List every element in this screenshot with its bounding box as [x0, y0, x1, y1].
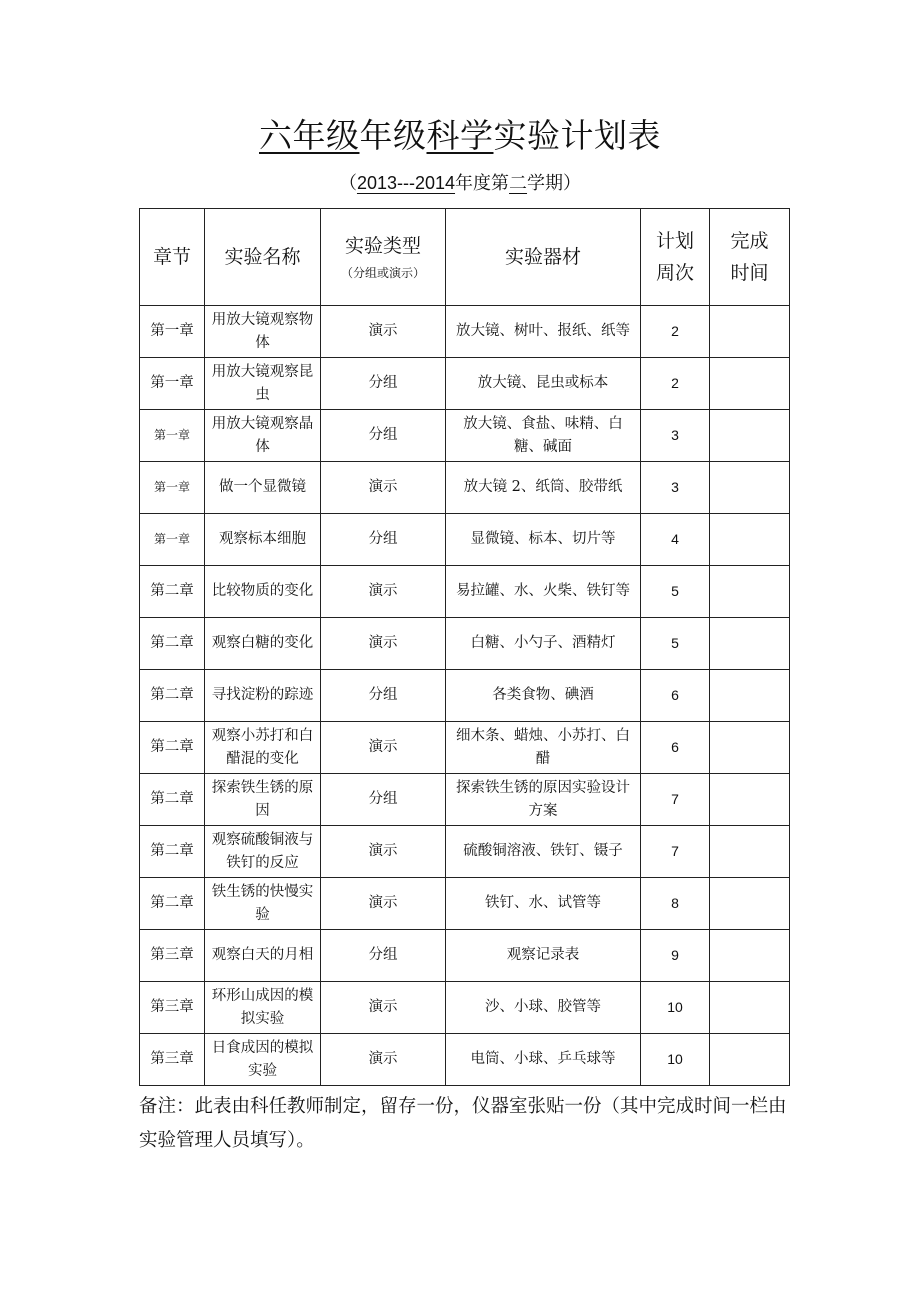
cell-done: [710, 566, 790, 618]
cell-type: 演示: [321, 982, 446, 1034]
cell-type: 演示: [321, 462, 446, 514]
cell-chapter: 第三章: [140, 1034, 205, 1086]
cell-equipment: 放大镜 2、纸筒、胶带纸: [446, 462, 641, 514]
cell-week: 5: [641, 618, 710, 670]
cell-chapter: 第一章: [140, 410, 205, 462]
cell-chapter: 第一章: [140, 514, 205, 566]
cell-week: 5: [641, 566, 710, 618]
cell-equipment: 显微镜、标本、切片等: [446, 514, 641, 566]
cell-type: 演示: [321, 878, 446, 930]
subtitle-mid: 年度第: [455, 173, 510, 194]
cell-week: 3: [641, 462, 710, 514]
cell-name: 观察标本细胞: [205, 514, 321, 566]
cell-name: 铁生锈的快慢实验: [205, 878, 321, 930]
cell-type: 演示: [321, 566, 446, 618]
table-row: [140, 982, 790, 1034]
cell-chapter: 第二章: [140, 878, 205, 930]
cell-done: [710, 774, 790, 826]
cell-equipment: 沙、小球、胶管等: [446, 982, 641, 1034]
cell-type: 演示: [321, 1034, 446, 1086]
cell-chapter: 第一章: [140, 462, 205, 514]
cell-chapter: 第二章: [140, 618, 205, 670]
table-row: [140, 1034, 790, 1086]
cell-name: 用放大镜观察昆虫: [205, 358, 321, 410]
cell-week: 3: [641, 410, 710, 462]
cell-week: 7: [641, 826, 710, 878]
cell-chapter: 第二章: [140, 566, 205, 618]
table-row: [140, 514, 790, 566]
cell-chapter: 第二章: [140, 670, 205, 722]
cell-equipment: 易拉罐、水、火柴、铁钉等: [446, 566, 641, 618]
title-grade-suffix: 年级: [359, 116, 427, 155]
cell-week: 9: [641, 930, 710, 982]
cell-done: [710, 410, 790, 462]
cell-done: [710, 722, 790, 774]
cell-name: 环形山成因的模拟实验: [205, 982, 321, 1034]
cell-name: 观察白糖的变化: [205, 618, 321, 670]
cell-chapter: 第一章: [140, 306, 205, 358]
cell-name: 观察白天的月相: [205, 930, 321, 982]
cell-week: 2: [641, 306, 710, 358]
cell-done: [710, 462, 790, 514]
table-row: [140, 618, 790, 670]
header-week-line2: 周次: [655, 262, 694, 284]
cell-name: 探索铁生锈的原因: [205, 774, 321, 826]
cell-type: 演示: [321, 722, 446, 774]
cell-done: [710, 618, 790, 670]
table-row: [140, 410, 790, 462]
cell-name: 日食成因的模拟实验: [205, 1034, 321, 1086]
cell-name: 比较物质的变化: [205, 566, 321, 618]
cell-equipment: 硫酸铜溶液、铁钉、镊子: [446, 826, 641, 878]
table-row: [140, 306, 790, 358]
cell-equipment: 放大镜、食盐、味精、白糖、碱面: [446, 410, 641, 462]
subtitle-close: 学期）: [527, 173, 582, 194]
cell-week: 4: [641, 514, 710, 566]
cell-name: 用放大镜观察物体: [205, 306, 321, 358]
table-row: [140, 358, 790, 410]
cell-week: 2: [641, 358, 710, 410]
cell-equipment: 电筒、小球、乒乓球等: [446, 1034, 641, 1086]
cell-done: [710, 514, 790, 566]
cell-done: [710, 982, 790, 1034]
table-row: [140, 670, 790, 722]
cell-equipment: 观察记录表: [446, 930, 641, 982]
document-title: [0, 112, 920, 160]
title-plan: 实验计划表: [493, 116, 661, 155]
cell-week: 8: [641, 878, 710, 930]
table-row: [140, 930, 790, 982]
cell-week: 6: [641, 670, 710, 722]
header-type: [321, 209, 446, 306]
cell-done: [710, 930, 790, 982]
cell-week: 10: [641, 982, 710, 1034]
subtitle-term: 二: [509, 173, 528, 194]
header-equipment: 实验器材: [446, 209, 641, 306]
cell-equipment: 探索铁生锈的原因实验设计方案: [446, 774, 641, 826]
cell-equipment: 放大镜、昆虫或标本: [446, 358, 641, 410]
table-row: [140, 462, 790, 514]
header-week-line1: 计划: [655, 230, 694, 252]
document-subtitle: [0, 168, 920, 199]
cell-equipment: 铁钉、水、试管等: [446, 878, 641, 930]
cell-chapter: 第二章: [140, 826, 205, 878]
table-row: [140, 878, 790, 930]
cell-type: 演示: [321, 306, 446, 358]
cell-chapter: 第二章: [140, 722, 205, 774]
cell-name: 用放大镜观察晶体: [205, 410, 321, 462]
cell-name: 做一个显微镜: [205, 462, 321, 514]
header-done-line2: 时间: [730, 262, 769, 284]
header-chapter: 章节: [140, 209, 205, 306]
header-type-label: 实验类型: [344, 235, 421, 257]
cell-done: [710, 306, 790, 358]
header-done-line1: 完成: [730, 230, 769, 252]
cell-equipment: 细木条、蜡烛、小苏打、白醋: [446, 722, 641, 774]
cell-type: 分组: [321, 358, 446, 410]
title-subject: 科学: [426, 116, 494, 155]
cell-done: [710, 878, 790, 930]
cell-chapter: 第三章: [140, 982, 205, 1034]
cell-week: 7: [641, 774, 710, 826]
cell-type: 分组: [321, 514, 446, 566]
cell-type: 分组: [321, 930, 446, 982]
cell-name: 寻找淀粉的踪迹: [205, 670, 321, 722]
table-row: [140, 566, 790, 618]
table-row: [140, 722, 790, 774]
cell-type: 分组: [321, 670, 446, 722]
cell-done: [710, 358, 790, 410]
table-row: [140, 826, 790, 878]
cell-name: 观察小苏打和白醋混的变化: [205, 722, 321, 774]
header-week: [641, 209, 710, 306]
cell-done: [710, 1034, 790, 1086]
cell-done: [710, 670, 790, 722]
cell-chapter: 第一章: [140, 358, 205, 410]
subtitle-open: （: [338, 173, 357, 194]
cell-type: 演示: [321, 826, 446, 878]
header-done: [710, 209, 790, 306]
cell-equipment: 各类食物、碘酒: [446, 670, 641, 722]
cell-chapter: 第三章: [140, 930, 205, 982]
cell-equipment: 放大镜、树叶、报纸、纸等: [446, 306, 641, 358]
header-type-sub: （分组或演示）: [340, 266, 425, 280]
cell-week: 10: [641, 1034, 710, 1086]
cell-done: [710, 826, 790, 878]
table-row: [140, 774, 790, 826]
title-grade: 六年级: [259, 116, 360, 155]
cell-type: 分组: [321, 774, 446, 826]
footnote: 备注：此表由科任教师制定，留存一份，仪器室张贴一份（其中完成时间一栏由实验管理人员填写）。: [139, 1096, 787, 1151]
table-header-row: [140, 209, 790, 306]
cell-equipment: 白糖、小勺子、酒精灯: [446, 618, 641, 670]
header-name: 实验名称: [205, 209, 321, 306]
cell-type: 分组: [321, 410, 446, 462]
cell-chapter: 第二章: [140, 774, 205, 826]
subtitle-years: 2013---2014: [356, 173, 456, 193]
cell-name: 观察硫酸铜液与铁钉的反应: [205, 826, 321, 878]
experiment-plan-table: [139, 208, 790, 1086]
cell-type: 演示: [321, 618, 446, 670]
cell-week: 6: [641, 722, 710, 774]
